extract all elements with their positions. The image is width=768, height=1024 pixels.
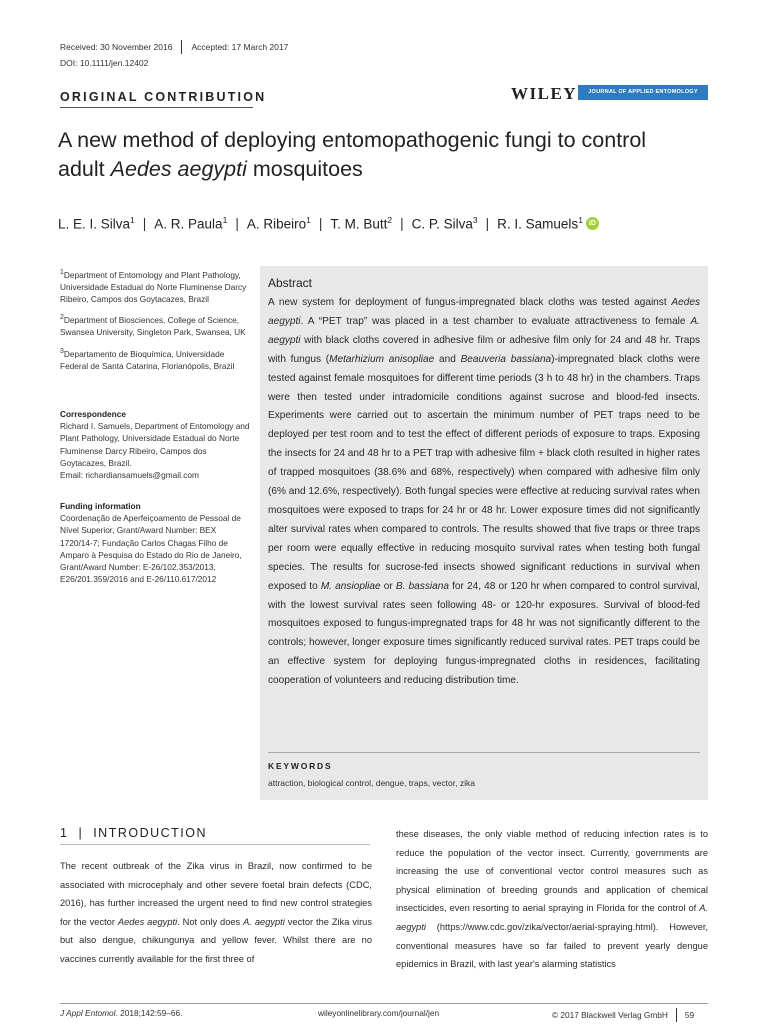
author[interactable] — [412, 215, 478, 232]
author-name: A. Ribeiro — [246, 216, 307, 232]
abstract-species: Metarhizium anisopliae — [329, 353, 435, 365]
author-affiliation-mark: 1 — [222, 215, 228, 225]
author-affiliation-mark: 3 — [472, 215, 478, 225]
keywords-divider — [268, 752, 700, 753]
author[interactable] — [154, 215, 227, 232]
affiliation-mark: 3 — [60, 347, 64, 355]
abstract-run: . A “PET trap” was placed in a test chamber to evaluate attractiveness to female — [300, 315, 691, 327]
title-text: adult — [58, 157, 111, 181]
author-affiliation-mark: 1 — [130, 215, 135, 225]
body-run: . Not only does — [177, 916, 244, 927]
body-species: Aedes aegypti — [117, 916, 178, 927]
abstract-heading: Abstract — [268, 276, 313, 290]
publisher-logo: WILEY — [511, 84, 578, 103]
page-divider — [676, 1008, 677, 1022]
author-separator: | — [318, 215, 323, 231]
footer-copyright — [552, 1008, 694, 1022]
body-species: A. aegypti — [396, 903, 708, 932]
section-separator: | — [78, 826, 84, 840]
author[interactable] — [330, 215, 392, 232]
article-dates — [60, 40, 288, 54]
article-title — [58, 126, 718, 184]
body-species: A. aegypti — [243, 916, 285, 927]
body-run: The recent outbreak of the Zika virus in Brazil, now confirmed to be associated with microcephaly and other severe foetal brain defects (CDC, 2016), has further increased the urgent need to find new control strategies for the vector — [60, 861, 372, 927]
abstract-text — [268, 294, 700, 691]
author[interactable] — [497, 215, 583, 232]
author-separator: | — [485, 215, 490, 231]
abstract-species: B. bassiana — [395, 580, 449, 592]
doi[interactable]: DOI: 10.1111/jen.12402 — [60, 58, 149, 68]
footer-divider — [60, 1003, 708, 1004]
orcid-icon[interactable]: iD — [586, 217, 599, 230]
author[interactable] — [247, 215, 311, 232]
section-title: INTRODUCTION — [93, 826, 208, 840]
correspondence — [60, 408, 250, 481]
author-name: T. M. Butt — [330, 216, 388, 232]
abstract-species: Beauveria bassiana — [460, 353, 552, 365]
author-separator: | — [400, 215, 404, 231]
affiliation-text: Department of Entomology and Plant Pathology, Universidade Estadual do Norte Fluminense Darcy Ribeiro, Campos dos Goytacazes, Brazil — [60, 269, 247, 305]
title-species: Aedes aegypti — [110, 157, 247, 181]
footer-citation — [60, 1008, 182, 1018]
author-name: L. E. I. Silva — [58, 216, 131, 232]
abstract-run: A new system for deployment of fungus-impregnated black cloths was tested against — [268, 297, 672, 308]
keywords-label: KEYWORDS — [268, 761, 333, 771]
page-number: 59 — [684, 1010, 695, 1020]
affiliations — [60, 267, 250, 379]
author[interactable] — [58, 215, 135, 232]
body-column-2 — [396, 825, 708, 974]
journal-badge: JOURNAL OF APPLIED ENTOMOLOGY — [578, 85, 708, 100]
copyright-text: © 2017 Blackwell Verlag GmbH — [552, 1010, 668, 1020]
affiliation-mark: 1 — [60, 269, 64, 276]
author-separator: | — [235, 215, 239, 231]
affiliation-3 — [60, 346, 250, 372]
affiliation-2 — [60, 312, 250, 338]
author-list — [58, 215, 599, 232]
abstract-run: and — [434, 353, 461, 365]
title-text: mosquitoes — [246, 157, 363, 181]
abstract-run: for 24, 48 or 120 hr when compared to control survival, with the lowest survival rates seen following 48- or 120-hr exposures. Survival of blood-fed mosquitoes exposed to fungus-impregnated traps for 48 hr was not significantly different to the controls; however, longer exposure times significantly reduced survival rates. PET traps could be an effective system for deploying fungus-impregnated cloths in residences, facilitating cooperation of volunteers and reducing distribution time. — [268, 580, 700, 687]
footer-url[interactable]: wileyonlinelibrary.com/journal/jen — [318, 1008, 440, 1018]
section-underline — [60, 107, 253, 108]
citation-journal: J Appl Entomol — [60, 1008, 116, 1018]
abstract-species: A. aegypti — [268, 315, 700, 346]
abstract-species: M. ansiopliae — [320, 580, 381, 592]
citation-details: . 2018;142:59–66. — [115, 1008, 183, 1018]
funding-label: Funding information — [60, 501, 141, 511]
affiliation-text: Department of Biosciences, College of Science, Swansea University, Singleton Park, Swansea, UK — [60, 315, 246, 338]
body-run: (https://www.cdc.gov/zika/vector/aerial-spraying.html). However, conventional measures have so far failed to prevent yearly dengue epidemics in Brazil, with last year's alarming statistics — [396, 921, 708, 970]
affiliation-1 — [60, 267, 250, 305]
abstract-species: Aedes aegypti — [268, 297, 700, 327]
affiliation-text: Departamento de Bioquímica, Universidade Federal de Santa Catarina, Florianópolis, Brazil — [60, 348, 235, 371]
author-name: R. I. Samuels — [497, 216, 579, 232]
keywords-list: attraction, biological control, dengue, traps, vector, zika — [268, 778, 475, 788]
correspondence-text: Richard I. Samuels, Department of Entomology and Plant Pathology, Universidade Estadual do Norte Fluminense Darcy Ribeiro, Campos dos Goytacazes, Brazil. — [60, 421, 250, 468]
author-name: C. P. Silva — [411, 216, 473, 232]
date-divider — [181, 40, 182, 54]
body-run: vector the Zika virus but also dengue, chikungunya and yellow fever. Whilst there are no vaccines currently available for the first three of — [60, 916, 372, 964]
author-name: A. R. Paula — [154, 216, 223, 232]
abstract-run: )-impregnated black cloths were tested against female mosquitoes for different time periods (3 h to 48 hr) in the chambers. Traps were then tested under intradomicile conditions against sucrose and blood-fed insects. Experiments were carried out to ascertain the minimum number of PET traps need to be deployed per test room and to test the effect of different periods of exposure to traps. Exposing the insects for 24 and 48 hr to a PET trap with adhesive film + black cloth resulted in higher rates of trapped mosquitoes (38.6% and 68%, respectively) when compared with adhesive film only (6% and 12.6%, respectively). Both fungal species were effective at reducing survival rates when mosquitoes were exposed to traps for 24 hr or 48 hr. Lower exposure times did not significantly alter survival rates when compared to controls. The results showed that five traps or three traps per room were equally effective in reducing mosquito survival rates when testing both fungal species. The results for sucrose-fed insects showed significant reductions in survival when exposed to — [268, 353, 701, 592]
correspondence-email[interactable]: Email: richardiansamuels@gmail.com — [60, 470, 199, 481]
section-underline — [60, 844, 370, 845]
received-date: Received: 30 November 2016 — [60, 42, 173, 52]
abstract-run: with black cloths covered in adhesive film or adhesive film only for 24 and 48 hr. Traps with fungus ( — [268, 334, 700, 365]
body-run: these diseases, the only viable method of reducing infection rates is to reduce the population of the vector insect. Currently, governments are increasing the use of conventional vector control measures such as physical elimination of breeding grounds and application of chemical insecticides, even resorting to aerial spraying in Florida for the control of — [396, 829, 708, 914]
funding-information — [60, 500, 250, 585]
section-heading-introduction — [60, 826, 207, 840]
title-line-2 — [58, 155, 718, 184]
title-line-1: A new method of deploying entomopathogenic fungi to control — [58, 128, 647, 152]
author-affiliation-mark: 1 — [306, 215, 311, 225]
section-label: ORIGINAL CONTRIBUTION — [60, 90, 267, 104]
section-number: 1 — [60, 826, 69, 840]
affiliation-mark: 2 — [60, 314, 64, 322]
author-separator: | — [142, 215, 147, 231]
accepted-date: Accepted: 17 March 2017 — [191, 42, 289, 52]
author-affiliation-mark: 1 — [578, 215, 583, 225]
funding-text: Coordenação de Aperfeiçoamento de Pessoal de Nível Superior, Grant/Award Number: BEX 1720/14-7; Fundação Carlos Chagas Filho de Amparo à Pesquisa do Estado do Rio de Janeiro, Grant/Award Number: E-26/102.353/2013, E26/201.359/2016 and E-26/110.617/2012 — [60, 513, 242, 585]
correspondence-label: Correspondence — [60, 409, 126, 419]
author-affiliation-mark: 2 — [387, 215, 393, 225]
abstract-run: or — [380, 580, 396, 592]
body-column-1 — [60, 857, 372, 969]
